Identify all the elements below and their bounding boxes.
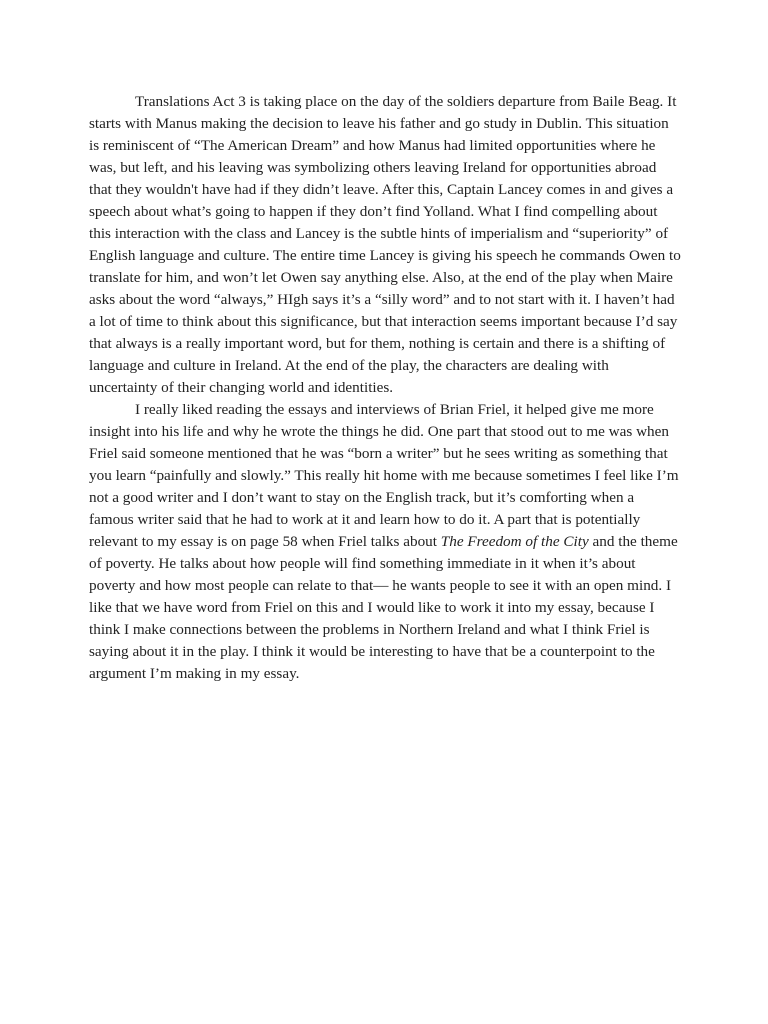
paragraph-2-line-12: saying about it in the play. I think it would be interesting to have that be a counterpoint to the xyxy=(89,643,655,660)
paragraph-2-line-9: poverty and how most people can relate to that— he wants people to see it with an open mind. I xyxy=(89,577,672,594)
paragraph-1-line-12: that always is a really important word, but for them, nothing is certain and there is a shifting of xyxy=(89,335,666,352)
paragraph-2-line-7-lead: relevant to my essay is on page 58 when Friel talks about xyxy=(89,533,441,550)
paragraph-2-line-11: think I make connections between the problems in Northern Ireland and what I think Friel is xyxy=(89,621,650,638)
paragraph-2-line-5: not a good writer and I don’t want to stay on the English track, but it’s comforting when a xyxy=(89,489,635,506)
paragraph-1-line-6: speech about what’s going to happen if they don’t find Yolland. What I find compelling about xyxy=(89,203,658,220)
paragraph-1-line-3: is reminiscent of “The American Dream” and how Manus had limited opportunities where he xyxy=(89,137,656,154)
paragraph-1-line-11: a lot of time to think about this significance, but that interaction seems important because I’d say xyxy=(89,313,678,330)
paragraph-1-line-7: this interaction with the class and Lancey is the subtle hints of imperialism and “superiority” of xyxy=(89,225,669,242)
book-title: The Freedom of the City xyxy=(440,533,589,550)
paragraph-1-line-10: asks about the word “always,” HIgh says it’s a “silly word” and to not start with it. I haven’t had xyxy=(89,291,675,308)
paragraph-2-line-3: Friel said someone mentioned that he was “born a writer” but he sees writing as something that xyxy=(89,445,668,462)
paragraph-1-line-4: was, but left, and his leaving was symbolizing others leaving Ireland for opportunities abroad xyxy=(89,159,657,176)
paragraph-2-line-8: of poverty. He talks about how people will find something immediate in it when it’s about xyxy=(89,555,636,572)
paragraph-2-line-4: you learn “painfully and slowly.” This really hit home with me because sometimes I feel like I’m xyxy=(89,467,679,484)
paragraph-1-line-2: starts with Manus making the decision to leave his father and go study in Dublin. This situation xyxy=(89,115,669,132)
paragraph-2-line-6: famous writer said that he had to work at it and learn how to do it. A part that is potentially xyxy=(89,511,641,528)
paragraph-2-line-2: insight into his life and why he wrote the things he did. One part that stood out to me was when xyxy=(89,423,669,440)
paragraph-1-line-9: translate for him, and won’t let Owen say anything else. Also, at the end of the play when Maire xyxy=(89,269,673,286)
paragraph-1-line-13: language and culture in Ireland. At the end of the play, the characters are dealing with xyxy=(89,357,609,374)
paragraph-1-line-1: Translations Act 3 is taking place on the day of the soldiers departure from Baile Beag. It xyxy=(135,93,677,110)
paragraph-1-line-5: that they wouldn't have had if they didn’t leave. After this, Captain Lancey comes in and gives a xyxy=(89,181,674,198)
paragraph-2-line-13: argument I’m making in my essay. xyxy=(89,665,300,682)
paragraph-2-line-10: like that we have word from Friel on this and I would like to work it into my essay, because I xyxy=(89,599,655,616)
paragraph-1-line-14: uncertainty of their changing world and identities. xyxy=(89,379,394,396)
paragraph-2-line-7-tail: and the theme xyxy=(588,533,678,550)
paragraph-1-line-8: English language and culture. The entire time Lancey is giving his speech he commands Owen to xyxy=(89,247,681,264)
paragraph-2-line-1: I really liked reading the essays and interviews of Brian Friel, it helped give me more xyxy=(135,401,654,418)
paragraph-2-line-7 xyxy=(89,531,768,553)
